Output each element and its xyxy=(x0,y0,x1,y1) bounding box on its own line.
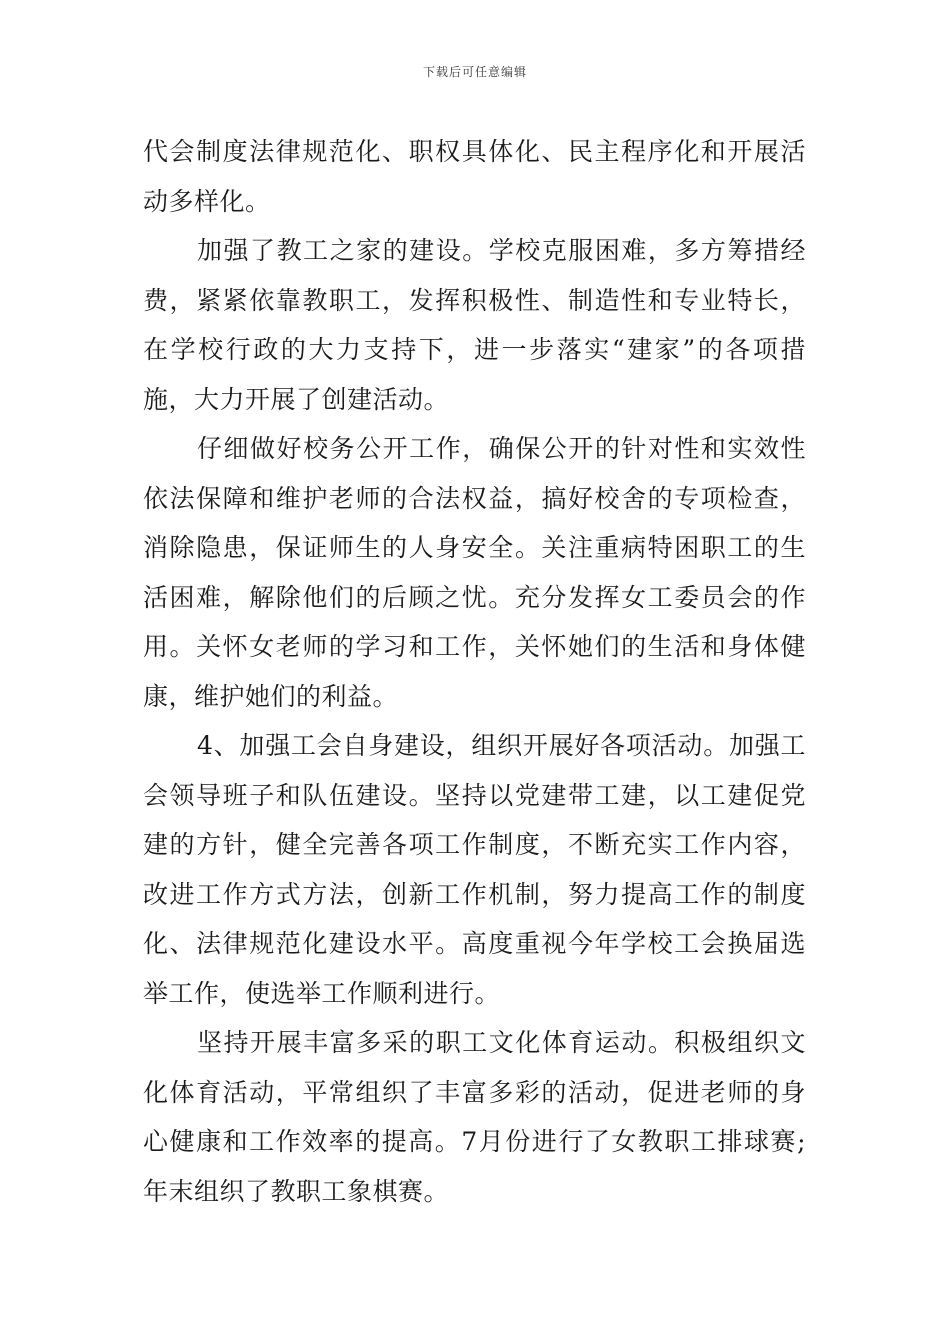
paragraph-line: 依法保障和维护老师的合法权益，搞好校舍的专项检查， xyxy=(143,483,806,513)
paragraph-line: 施，大力开展了创建活动。 xyxy=(143,384,450,414)
paragraph-line: 化体育活动，平常组织了丰富多彩的活动，促进老师的身 xyxy=(143,1077,806,1107)
paragraph-line: 改进工作方式方法，创新工作机制，努力提高工作的制度 xyxy=(143,879,806,909)
paragraph-line: 仔细做好校务公开工作，确保公开的针对性和实效性 xyxy=(197,434,806,463)
paragraph-line: 年末组织了教职工象棋赛。 xyxy=(143,1176,450,1206)
paragraph-line: 4、加强工会自身建设，组织开展好各项活动。加强工 xyxy=(197,731,806,760)
paragraph-line: 建的方针，健全完善各项工作制度，不断充实工作内容， xyxy=(143,830,806,859)
paragraph-line: 加强了教工之家的建设。学校克服困难，多方筹措经 xyxy=(197,236,806,265)
paragraph-line: 举工作，使选举工作顺利进行。 xyxy=(143,978,501,1008)
paragraph-line: 会领导班子和队伍建设。坚持以党建带工建，以工建促党 xyxy=(143,780,806,810)
page-header: 下载后可任意编辑 xyxy=(422,65,527,79)
document-body xyxy=(143,127,806,1216)
paragraph-line: 坚持开展丰富多采的职工文化体育运动。积极组织文 xyxy=(197,1028,806,1057)
paragraph-line: 代会制度法律规范化、职权具体化、民主程序化和开展活 xyxy=(143,137,806,166)
paragraph-line: 在学校行政的大力支持下，进一步落实“建家”的各项措 xyxy=(143,335,806,364)
paragraph-line: 心健康和工作效率的提高。7月份进行了女教职工排球赛; xyxy=(143,1127,806,1156)
paragraph-line: 消除隐患，保证师生的人身安全。关注重病特困职工的生 xyxy=(143,533,806,562)
paragraph-line: 化、法律规范化建设水平。高度重视今年学校工会换届选 xyxy=(143,929,806,958)
paragraph-line: 动多样化。 xyxy=(143,186,271,216)
paragraph-line: 费，紧紧依靠教职工，发挥积极性、制造性和专业特长， xyxy=(143,285,806,315)
paragraph-line: 康，维护她们的利益。 xyxy=(143,681,399,711)
paragraph-line: 活困难，解除他们的后顾之忧。充分发挥女工委员会的作 xyxy=(143,582,806,612)
paragraph-line: 用。关怀女老师的学习和工作，关怀她们的生活和身体健 xyxy=(143,632,806,661)
